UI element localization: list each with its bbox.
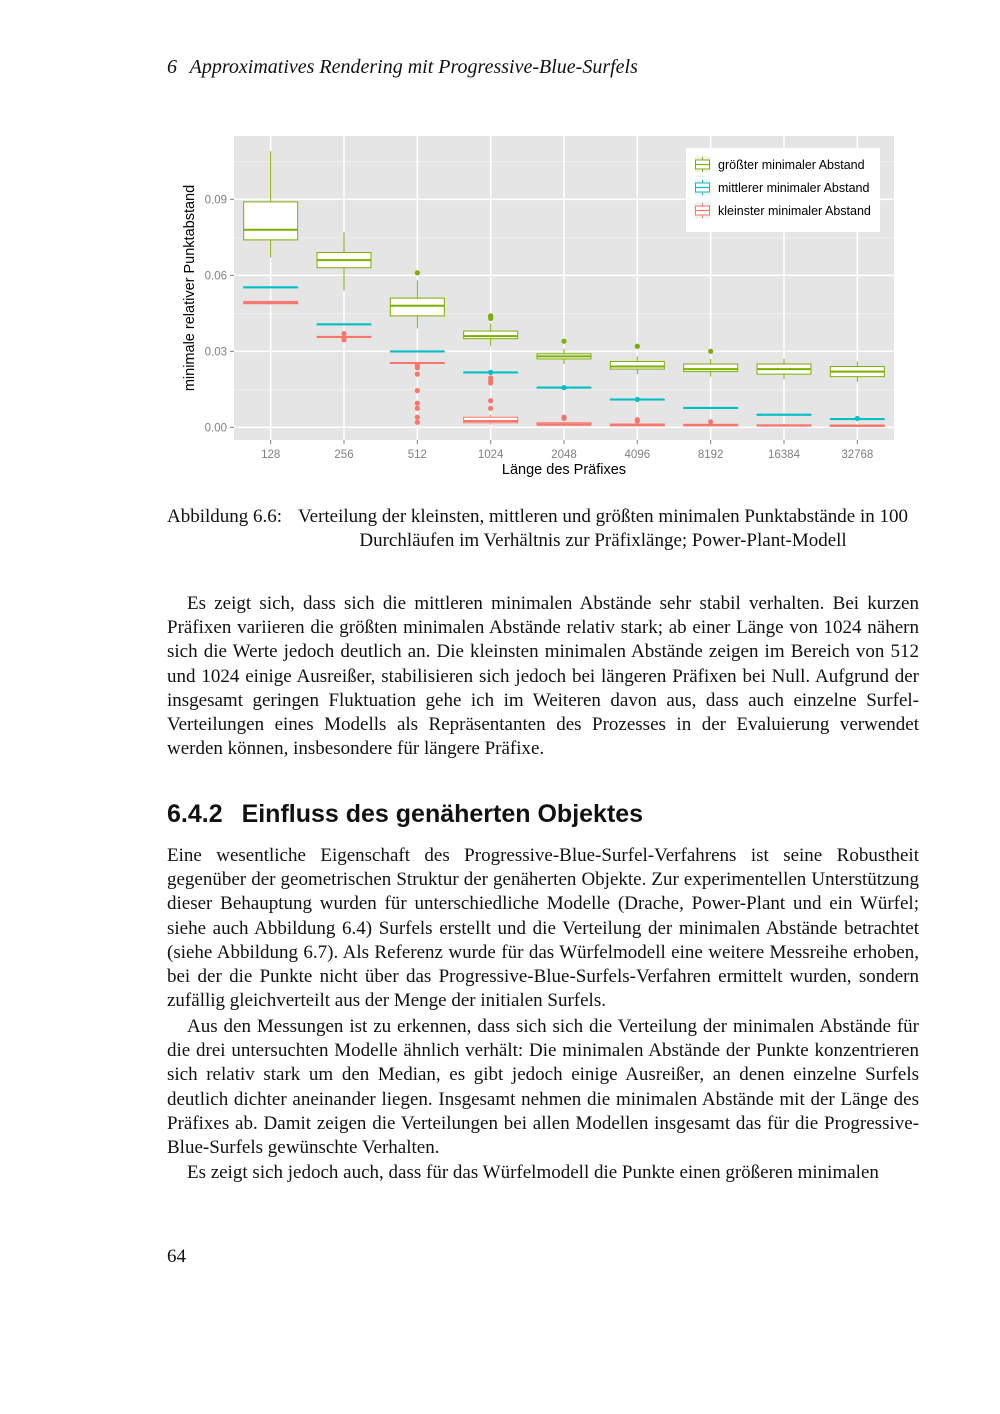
outlier-point [415,415,420,420]
outlier-point [488,313,493,318]
outlier-point [708,349,713,354]
y-axis-title: minimale relativer Punktabstand [182,184,198,392]
box [244,202,298,240]
body-paragraph-2: Eine wesentliche Eigenschaft des Progressive-Blue-Surfel-Verfahrens ist seine Robustheit gegenüber der geometrischen Struktur der genäherten Objekte. Zur experimentellen Unterstützung dieser Behauptung wurden für unterschiedliche Modelle (Drache, Power-Plant und ein Würfel; siehe auch Abbildung 6.4) Surfels erstellt und die Verteilung der minimalen Abstände betrachtet (siehe Abbildung 6.7). Als Referenz wurde für das Würfelmodell eine weitere Messreihe erhoben, bei der die Punkte nicht über das Progressive-Blue-Surfels-Verfahren ermittelt wurden, sondern zufällig gleichverteilt aus der Menge der initialen Surfels. [167,845,919,1012]
outlier-point [635,417,640,422]
y-tick-label: 0.09 [204,194,227,207]
section-number: 6.4.2 [167,800,223,828]
box [684,364,738,372]
x-tick-label: 512 [407,449,427,461]
legend-label: größter minimaler Abstand [718,158,865,172]
body-paragraph-1: Es zeigt sich, dass sich die mittleren minimalen Abstände sehr stabil verhalten. Bei kurzen Präfixen variieren die größten minimalen Abstände relativ stark; ab einer Länge von 1024 nähern sich die Werte jedoch deutlich an. Die kleinsten minimalen Abstände zeigen im Bereich von 512 und 1024 einige Ausreißer, stabilisieren sich jedoch bei längeren Präfixen bei Null. Aufgrund der insgesamt geringen Fluktuation gehe ich im Weiteren davon aus, dass auch einzelne Surfel-Verteilungen eines Modells als Repräsentanten des Prozesses in der Evaluierung verwendet werden können, insbesondere für längere Präfixe. [167,593,919,760]
figure-caption [167,505,919,553]
chapter-number: 6 [167,56,177,78]
x-tick-label: 256 [334,449,354,461]
page-number: 64 [167,1246,186,1267]
legend-label: mittlerer minimaler Abstand [718,181,870,195]
outlier-point [415,388,420,393]
y-tick-label: 0.00 [204,422,227,435]
outlier-point [635,397,640,402]
x-tick-label: 32768 [841,449,874,461]
outlier-point [561,415,566,420]
outlier-point [488,406,493,411]
x-tick-label: 8192 [697,449,724,461]
outlier-point [488,370,493,375]
x-tick-label: 128 [261,449,281,461]
body-paragraph-4: Es zeigt sich jedoch auch, dass für das Würfelmodell die Punkte einen größeren minimalen [187,1162,879,1183]
boxplot-chart [178,128,898,483]
y-tick-label: 0.03 [204,346,227,359]
legend-label: kleinster minimaler Abstand [718,204,871,218]
outlier-point [415,406,420,411]
chapter-title: Approximatives Rendering mit Progressive-Blue-Surfels [189,56,638,78]
x-tick-label: 1024 [477,449,504,461]
outlier-point [561,339,566,344]
figure-boxplot [178,128,898,483]
outlier-point [635,344,640,349]
body-paragraph-3: Aus den Messungen ist zu erkennen, dass sich sich die Verteilung der minimalen Abstände für die drei untersuchten Modelle ähnlich verhält: Die minimalen Abstände der Punkte konzentrieren sich relativ stark um den Median, es gibt jedoch einige Ausreißer, an denen einzelne Surfels deutlich dichter aneinander liegen. Insgesamt nehmen die minimalen Abstände mit der Länge des Präfixes ab. Damit zeigen die Verteilungen bei allen Modellen insgesamt das für die Progressive-Blue-Surfels gewünschte Verhalten. [167,1016,919,1159]
section-heading [167,800,643,829]
outlier-point [415,372,420,377]
x-tick-label: 4096 [624,449,651,461]
outlier-point [488,375,493,380]
outlier-point [488,398,493,403]
x-tick-label: 16384 [768,449,800,461]
y-tick-label: 0.06 [204,270,227,283]
box [610,361,664,369]
outlier-point [341,336,346,341]
section-title: Einfluss des genäherten Objektes [241,800,644,828]
outlier-point [415,401,420,406]
outlier-point [341,331,346,336]
caption-text: Verteilung der kleinsten, mittleren und größten minimalen Punktabstände in 100 Durchläufen im Verhältnis zur Präfixlänge; Power-Plant-Modell [298,506,909,551]
outlier-point [415,363,420,368]
caption-label: Abbildung 6.6: [167,506,283,527]
outlier-point [561,385,566,390]
box [464,331,518,339]
x-tick-label: 2048 [551,449,577,461]
outlier-point [415,270,420,275]
chart-legend [686,148,880,232]
outlier-point [415,420,420,425]
running-header [167,56,638,79]
box [390,298,444,316]
outlier-point [855,416,860,421]
x-axis-title: Länge des Präfixes [501,462,627,478]
outlier-point [708,419,713,424]
